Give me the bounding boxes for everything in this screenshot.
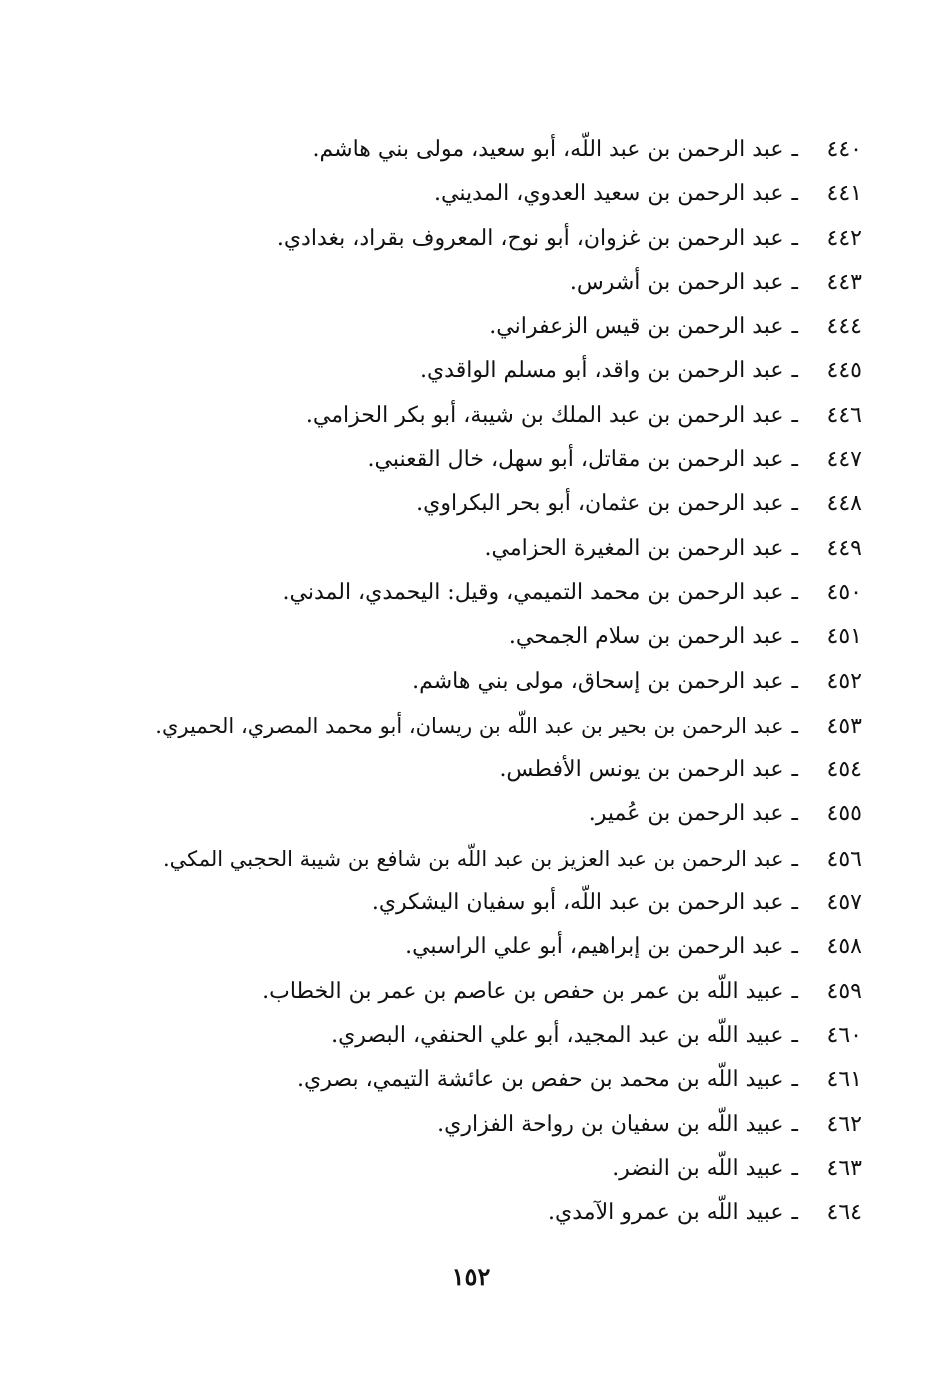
entry-text: عبد الرحمن بن مقاتل، أبو سهل، خال القعنبي. bbox=[367, 447, 784, 473]
entry-separator: ـ bbox=[791, 137, 798, 162]
entry-separator: ـ bbox=[791, 402, 798, 428]
entry-separator: ـ bbox=[791, 668, 798, 694]
entry-separator: ـ bbox=[791, 1022, 798, 1048]
entry-number: ٤٥١ bbox=[826, 624, 862, 650]
entry-separator: ـ bbox=[791, 801, 798, 827]
entry-number: ٤٥٥ bbox=[826, 801, 862, 827]
entry-text: عبيد اللّه بن محمد بن حفص بن عائشة التيمي، بصري. bbox=[297, 1067, 784, 1093]
entry-text: عبد الرحمن بن سعيد العدوي، المديني. bbox=[434, 181, 784, 207]
entry-number: ٤٥٠ bbox=[826, 579, 862, 605]
entry-separator: ـ bbox=[791, 846, 798, 872]
list-item bbox=[102, 172, 862, 216]
entry-number: ٤٥٨ bbox=[826, 934, 862, 960]
entry-number: ٤٤٦ bbox=[826, 402, 862, 428]
entry-number: ٤٤٢ bbox=[826, 225, 862, 251]
entry-separator: ـ bbox=[791, 181, 798, 207]
entry-separator: ـ bbox=[791, 358, 798, 384]
entry-separator: ـ bbox=[791, 978, 798, 1004]
entry-text: عبد الرحمن بن عبد اللّه، أبو سعيد، مولى بني هاشم. bbox=[312, 137, 784, 162]
entry-list bbox=[102, 128, 862, 1235]
entry-separator: ـ bbox=[791, 890, 798, 916]
entry-separator: ـ bbox=[791, 713, 798, 739]
entry-number: ٤٤٥ bbox=[826, 358, 862, 384]
entry-number: ٤٤١ bbox=[826, 181, 862, 207]
entry-text: عبد الرحمن بن واقد، أبو مسلم الواقدي. bbox=[419, 358, 784, 384]
entry-separator: ـ bbox=[791, 757, 798, 783]
entry-text: عبد الرحمن بن عبد العزيز بن عبد اللّه بن شافع بن شيبة الحجبي المكي. bbox=[162, 846, 784, 871]
list-item bbox=[102, 217, 862, 261]
entry-text: عبيد اللّه بن عمر بن حفص بن عاصم بن عمر بن الخطاب. bbox=[262, 978, 784, 1004]
entry-text: عبد الرحمن بن قيس الزعفراني. bbox=[489, 314, 784, 340]
entry-text: عبيد اللّه بن سفيان بن رواحة الفزاري. bbox=[437, 1111, 784, 1137]
entry-number: ٤٤٤ bbox=[826, 314, 862, 340]
entry-text: عبد الرحمن بن عُمير. bbox=[588, 801, 784, 827]
entry-text: عبد الرحمن بن أشرس. bbox=[569, 269, 784, 295]
entry-number: ٤٦٤ bbox=[826, 1200, 862, 1226]
list-item bbox=[102, 615, 862, 659]
list-item bbox=[102, 349, 862, 393]
entry-number: ٤٤٩ bbox=[826, 535, 862, 561]
list-item bbox=[102, 482, 862, 526]
entry-number: ٤٦٢ bbox=[826, 1111, 862, 1137]
entry-text: عبد الرحمن بن إبراهيم، أبو علي الراسبي. bbox=[405, 934, 784, 960]
list-item bbox=[102, 1191, 862, 1235]
list-item bbox=[102, 1147, 862, 1191]
list-item bbox=[102, 394, 862, 438]
entry-separator: ـ bbox=[791, 624, 798, 650]
entry-separator: ـ bbox=[791, 934, 798, 960]
entry-text: عبد الرحمن بن إسحاق، مولى بني هاشم. bbox=[412, 668, 784, 694]
list-item bbox=[102, 1103, 862, 1147]
list-item bbox=[102, 748, 862, 792]
list-item bbox=[102, 571, 862, 615]
entry-number: ٤٤٨ bbox=[826, 491, 862, 517]
entry-separator: ـ bbox=[791, 535, 798, 561]
entry-text: عبد الرحمن بن عبد الملك بن شيبة، أبو بكر الحزامي. bbox=[305, 402, 784, 428]
entry-number: ٤٤٧ bbox=[826, 447, 862, 473]
entry-text: عبيد اللّه بن عمرو الآمدي. bbox=[548, 1200, 784, 1226]
list-item bbox=[102, 128, 862, 172]
entry-separator: ـ bbox=[791, 447, 798, 473]
list-item bbox=[102, 1014, 862, 1058]
list-item bbox=[102, 1058, 862, 1102]
entry-text: عبد الرحمن بن عبد اللّه، أبو سفيان اليشكري. bbox=[371, 890, 784, 916]
list-item bbox=[102, 438, 862, 482]
entry-number: ٤٦٣ bbox=[826, 1155, 862, 1181]
list-item bbox=[102, 881, 862, 925]
entry-number: ٤٦١ bbox=[826, 1067, 862, 1093]
list-item bbox=[102, 261, 862, 305]
entry-separator: ـ bbox=[791, 1155, 798, 1181]
list-item bbox=[102, 660, 862, 704]
entry-number: ٤٦٠ bbox=[826, 1022, 862, 1048]
page-number: ١٥٢ bbox=[451, 1262, 491, 1291]
list-item bbox=[102, 704, 862, 748]
entry-separator: ـ bbox=[791, 491, 798, 517]
entry-number: ٤٥٦ bbox=[826, 846, 862, 872]
entry-text: عبد الرحمن بن غزوان، أبو نوح، المعروف بقراد، بغدادي. bbox=[276, 225, 784, 251]
entry-separator: ـ bbox=[791, 579, 798, 605]
entry-separator: ـ bbox=[791, 1200, 798, 1226]
entry-separator: ـ bbox=[791, 269, 798, 295]
entry-separator: ـ bbox=[791, 314, 798, 340]
entry-text: عبد الرحمن بن سلام الجمحي. bbox=[508, 624, 784, 650]
list-item bbox=[102, 837, 862, 881]
entry-separator: ـ bbox=[791, 1067, 798, 1093]
entry-text: عبد الرحمن بن بحير بن عبد اللّه بن ريسان، أبو محمد المصري، الحميري. bbox=[155, 713, 784, 738]
entry-text: عبد الرحمن بن محمد التميمي، وقيل: اليحمدي، المدني. bbox=[282, 579, 784, 605]
list-item bbox=[102, 792, 862, 836]
entry-text: عبيد اللّه بن عبد المجيد، أبو علي الحنفي، البصري. bbox=[331, 1022, 784, 1048]
list-item bbox=[102, 970, 862, 1014]
entry-text: عبيد اللّه بن النضر. bbox=[612, 1155, 784, 1181]
entry-text: عبد الرحمن بن عثمان، أبو بحر البكراوي. bbox=[416, 491, 784, 517]
entry-number: ٤٥٩ bbox=[826, 978, 862, 1004]
entry-number: ٤٥٧ bbox=[826, 890, 862, 916]
entry-number: ٤٤٣ bbox=[826, 269, 862, 295]
entry-number: ٤٥٣ bbox=[826, 713, 862, 739]
entry-number: ٤٤٠ bbox=[826, 137, 862, 162]
entry-separator: ـ bbox=[791, 225, 798, 251]
entry-text: عبد الرحمن بن المغيرة الحزامي. bbox=[484, 535, 784, 561]
list-item bbox=[102, 925, 862, 969]
entry-separator: ـ bbox=[791, 1111, 798, 1137]
entry-number: ٤٥٢ bbox=[826, 668, 862, 694]
entry-text: عبد الرحمن بن يونس الأفطس. bbox=[499, 757, 784, 783]
entry-number: ٤٥٤ bbox=[826, 757, 862, 783]
list-item bbox=[102, 305, 862, 349]
list-item bbox=[102, 527, 862, 571]
